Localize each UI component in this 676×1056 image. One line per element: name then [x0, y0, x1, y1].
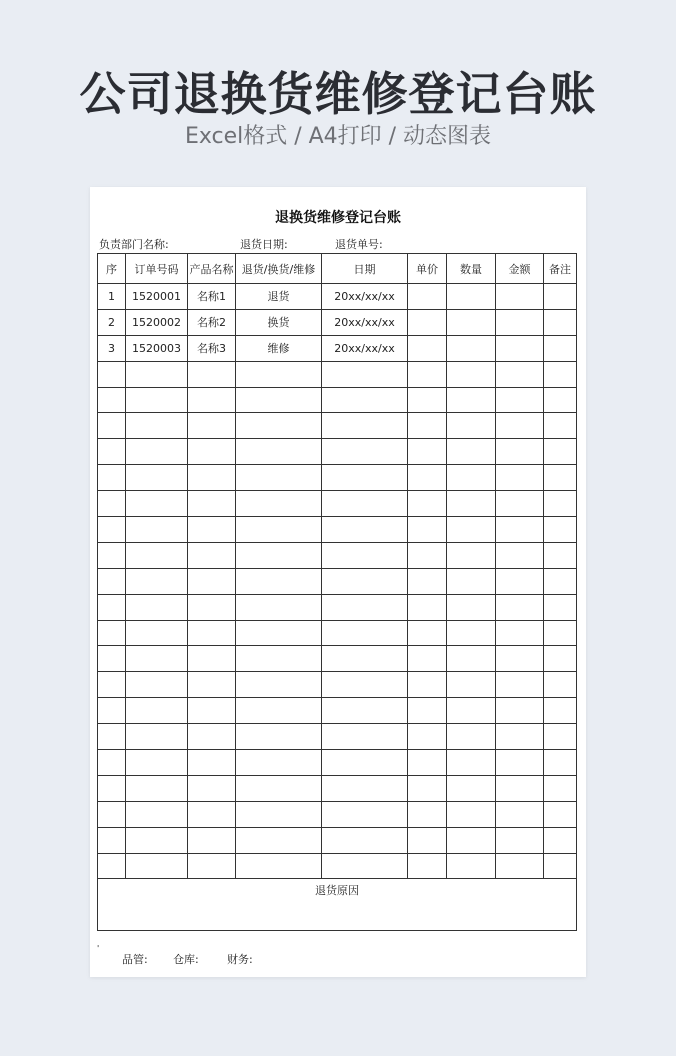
empty-cell[interactable]	[236, 542, 322, 568]
empty-cell[interactable]	[322, 646, 408, 672]
empty-cell[interactable]	[408, 724, 447, 750]
cell-type[interactable]: 退货	[236, 284, 322, 310]
empty-cell[interactable]	[447, 542, 496, 568]
cell-type[interactable]: 换货	[236, 309, 322, 335]
empty-cell[interactable]	[98, 750, 126, 776]
empty-cell[interactable]	[322, 750, 408, 776]
empty-cell[interactable]	[126, 853, 188, 879]
empty-table-row	[98, 542, 577, 568]
empty-cell[interactable]	[126, 775, 188, 801]
cell-unit-price[interactable]	[408, 335, 447, 361]
empty-table-row	[98, 698, 577, 724]
empty-cell[interactable]	[322, 387, 408, 413]
ledger-table	[97, 253, 577, 931]
empty-cell[interactable]	[408, 361, 447, 387]
empty-cell[interactable]	[322, 801, 408, 827]
empty-cell[interactable]	[188, 491, 236, 517]
empty-cell[interactable]	[188, 465, 236, 491]
empty-cell[interactable]	[188, 620, 236, 646]
empty-table-row	[98, 594, 577, 620]
table-header-row	[98, 254, 577, 284]
cell-order-no[interactable]: 1520002	[126, 309, 188, 335]
footer-mark: '	[97, 944, 100, 953]
cell-date[interactable]: 20xx/xx/xx	[322, 309, 408, 335]
empty-cell[interactable]	[126, 387, 188, 413]
empty-cell[interactable]	[98, 853, 126, 879]
empty-cell[interactable]	[447, 646, 496, 672]
empty-cell[interactable]	[188, 387, 236, 413]
empty-cell[interactable]	[126, 439, 188, 465]
cell-date[interactable]: 20xx/xx/xx	[322, 284, 408, 310]
empty-cell[interactable]	[322, 542, 408, 568]
empty-cell[interactable]	[98, 775, 126, 801]
empty-cell[interactable]	[408, 491, 447, 517]
empty-cell[interactable]	[126, 724, 188, 750]
empty-cell[interactable]	[126, 465, 188, 491]
empty-cell[interactable]	[544, 387, 577, 413]
empty-cell[interactable]	[236, 775, 322, 801]
cell-product-name[interactable]: 名称1	[188, 284, 236, 310]
empty-cell[interactable]	[408, 827, 447, 853]
cell-quantity[interactable]	[447, 335, 496, 361]
empty-cell[interactable]	[236, 620, 322, 646]
empty-cell[interactable]	[126, 827, 188, 853]
empty-cell[interactable]	[408, 646, 447, 672]
empty-cell[interactable]	[447, 594, 496, 620]
empty-cell[interactable]	[236, 646, 322, 672]
empty-cell[interactable]	[447, 827, 496, 853]
empty-cell[interactable]	[322, 361, 408, 387]
empty-cell[interactable]	[188, 517, 236, 543]
cell-remark[interactable]	[544, 309, 577, 335]
empty-cell[interactable]	[236, 439, 322, 465]
empty-cell[interactable]	[188, 672, 236, 698]
return-number-label: 退货单号:	[335, 238, 383, 251]
empty-cell[interactable]	[447, 387, 496, 413]
empty-cell[interactable]	[496, 542, 544, 568]
empty-cell[interactable]	[408, 439, 447, 465]
empty-cell[interactable]	[544, 646, 577, 672]
warehouse-signature-label: 仓库:	[173, 953, 199, 966]
return-date-label: 退货日期:	[240, 238, 288, 251]
empty-cell[interactable]	[447, 801, 496, 827]
empty-cell[interactable]	[496, 698, 544, 724]
empty-cell[interactable]	[496, 775, 544, 801]
empty-cell[interactable]	[98, 361, 126, 387]
page-title: 公司退换货维修登记台账	[79, 67, 597, 121]
empty-cell[interactable]	[408, 672, 447, 698]
cell-amount[interactable]	[496, 309, 544, 335]
empty-cell[interactable]	[126, 517, 188, 543]
empty-cell[interactable]	[236, 517, 322, 543]
empty-table-row	[98, 517, 577, 543]
empty-cell[interactable]	[188, 750, 236, 776]
column-header-amount: 金额	[496, 254, 544, 284]
empty-cell[interactable]	[408, 387, 447, 413]
column-header-order-no: 订单号码	[126, 254, 188, 284]
cell-amount[interactable]	[496, 284, 544, 310]
empty-cell[interactable]	[236, 672, 322, 698]
quality-signature-label: 品管:	[122, 953, 148, 966]
empty-cell[interactable]	[98, 646, 126, 672]
empty-cell[interactable]	[544, 775, 577, 801]
empty-cell[interactable]	[322, 491, 408, 517]
empty-cell[interactable]	[236, 853, 322, 879]
empty-cell[interactable]	[496, 568, 544, 594]
empty-cell[interactable]	[496, 517, 544, 543]
empty-cell[interactable]	[544, 439, 577, 465]
empty-cell[interactable]	[236, 465, 322, 491]
empty-cell[interactable]	[188, 413, 236, 439]
empty-cell[interactable]	[98, 387, 126, 413]
cell-seq[interactable]: 3	[98, 335, 126, 361]
column-header-date: 日期	[322, 254, 408, 284]
empty-cell[interactable]	[496, 801, 544, 827]
empty-cell[interactable]	[544, 361, 577, 387]
empty-table-row	[98, 672, 577, 698]
empty-cell[interactable]	[447, 361, 496, 387]
empty-cell[interactable]	[447, 439, 496, 465]
empty-cell[interactable]	[408, 517, 447, 543]
empty-cell[interactable]	[408, 853, 447, 879]
empty-cell[interactable]	[188, 698, 236, 724]
empty-cell[interactable]	[188, 568, 236, 594]
empty-table-row	[98, 387, 577, 413]
table-row	[98, 284, 577, 310]
empty-cell[interactable]	[98, 542, 126, 568]
empty-cell[interactable]	[544, 413, 577, 439]
empty-cell[interactable]	[408, 465, 447, 491]
empty-table-row	[98, 724, 577, 750]
table-row	[98, 309, 577, 335]
column-header-quantity: 数量	[447, 254, 496, 284]
empty-cell[interactable]	[236, 698, 322, 724]
empty-cell[interactable]	[544, 827, 577, 853]
empty-cell[interactable]	[496, 491, 544, 517]
column-header-remark: 备注	[544, 254, 577, 284]
empty-cell[interactable]	[98, 801, 126, 827]
table-row	[98, 335, 577, 361]
empty-cell[interactable]	[408, 542, 447, 568]
empty-cell[interactable]	[322, 672, 408, 698]
empty-cell[interactable]	[188, 361, 236, 387]
empty-cell[interactable]	[98, 465, 126, 491]
empty-table-row	[98, 646, 577, 672]
cell-product-name[interactable]: 名称2	[188, 309, 236, 335]
empty-cell[interactable]	[408, 568, 447, 594]
empty-cell[interactable]	[322, 413, 408, 439]
empty-cell[interactable]	[496, 439, 544, 465]
empty-cell[interactable]	[447, 465, 496, 491]
empty-cell[interactable]	[126, 750, 188, 776]
cell-quantity[interactable]	[447, 309, 496, 335]
cell-quantity[interactable]	[447, 284, 496, 310]
empty-cell[interactable]	[188, 853, 236, 879]
empty-cell[interactable]	[126, 568, 188, 594]
empty-table-row	[98, 775, 577, 801]
empty-cell[interactable]	[496, 853, 544, 879]
finance-signature-label: 财务:	[227, 953, 253, 966]
reason-row	[98, 879, 577, 931]
cell-product-name[interactable]: 名称3	[188, 335, 236, 361]
empty-cell[interactable]	[236, 827, 322, 853]
column-header-seq: 序	[98, 254, 126, 284]
cell-amount[interactable]	[496, 335, 544, 361]
empty-cell[interactable]	[544, 568, 577, 594]
empty-cell[interactable]	[447, 775, 496, 801]
empty-cell[interactable]	[126, 698, 188, 724]
department-label: 负责部门名称:	[99, 238, 169, 251]
empty-cell[interactable]	[544, 672, 577, 698]
empty-table-row	[98, 465, 577, 491]
empty-cell[interactable]	[408, 801, 447, 827]
empty-table-row	[98, 853, 577, 879]
empty-cell[interactable]	[98, 439, 126, 465]
empty-cell[interactable]	[126, 594, 188, 620]
empty-cell[interactable]	[496, 413, 544, 439]
empty-cell[interactable]	[236, 361, 322, 387]
cell-order-no[interactable]: 1520003	[126, 335, 188, 361]
empty-cell[interactable]	[322, 853, 408, 879]
empty-cell[interactable]	[188, 594, 236, 620]
empty-cell[interactable]	[188, 775, 236, 801]
cell-date[interactable]: 20xx/xx/xx	[322, 335, 408, 361]
empty-cell[interactable]	[98, 413, 126, 439]
cell-type[interactable]: 维修	[236, 335, 322, 361]
empty-cell[interactable]	[447, 413, 496, 439]
empty-cell[interactable]	[236, 491, 322, 517]
empty-table-row	[98, 413, 577, 439]
empty-cell[interactable]	[544, 724, 577, 750]
empty-cell[interactable]	[544, 801, 577, 827]
empty-cell[interactable]	[496, 750, 544, 776]
empty-cell[interactable]	[496, 387, 544, 413]
empty-cell[interactable]	[322, 698, 408, 724]
empty-cell[interactable]	[447, 568, 496, 594]
empty-table-row	[98, 439, 577, 465]
empty-cell[interactable]	[322, 439, 408, 465]
empty-cell[interactable]	[408, 413, 447, 439]
empty-cell[interactable]	[322, 568, 408, 594]
empty-cell[interactable]	[496, 465, 544, 491]
empty-cell[interactable]	[322, 465, 408, 491]
empty-cell[interactable]	[98, 491, 126, 517]
empty-cell[interactable]	[322, 724, 408, 750]
empty-cell[interactable]	[188, 542, 236, 568]
empty-cell[interactable]	[188, 724, 236, 750]
empty-cell[interactable]	[236, 724, 322, 750]
empty-cell[interactable]	[322, 775, 408, 801]
empty-cell[interactable]	[447, 750, 496, 776]
empty-cell[interactable]	[236, 750, 322, 776]
empty-cell[interactable]	[126, 361, 188, 387]
empty-cell[interactable]	[322, 517, 408, 543]
column-header-unit-price: 单价	[408, 254, 447, 284]
empty-cell[interactable]	[126, 620, 188, 646]
empty-cell[interactable]	[496, 361, 544, 387]
cell-seq[interactable]: 2	[98, 309, 126, 335]
empty-cell[interactable]	[126, 672, 188, 698]
empty-cell[interactable]	[126, 542, 188, 568]
empty-table-row	[98, 827, 577, 853]
empty-cell[interactable]	[544, 491, 577, 517]
empty-cell[interactable]	[544, 465, 577, 491]
empty-cell[interactable]	[236, 387, 322, 413]
page-subtitle: Excel格式 / A4打印 / 动态图表	[184, 124, 492, 149]
empty-cell[interactable]	[126, 646, 188, 672]
empty-cell[interactable]	[188, 646, 236, 672]
empty-cell[interactable]	[322, 594, 408, 620]
empty-cell[interactable]	[447, 853, 496, 879]
empty-cell[interactable]	[447, 698, 496, 724]
empty-cell[interactable]	[408, 775, 447, 801]
empty-table-row	[98, 750, 577, 776]
cell-seq[interactable]: 1	[98, 284, 126, 310]
empty-cell[interactable]	[408, 750, 447, 776]
empty-cell[interactable]	[447, 672, 496, 698]
empty-cell[interactable]	[447, 724, 496, 750]
column-header-type: 退货/换货/维修	[236, 254, 322, 284]
empty-cell[interactable]	[126, 413, 188, 439]
empty-cell[interactable]	[98, 620, 126, 646]
empty-cell[interactable]	[408, 698, 447, 724]
empty-cell[interactable]	[188, 439, 236, 465]
empty-cell[interactable]	[544, 594, 577, 620]
empty-cell[interactable]	[447, 620, 496, 646]
empty-cell[interactable]	[496, 827, 544, 853]
empty-cell[interactable]	[236, 801, 322, 827]
empty-cell[interactable]	[98, 594, 126, 620]
empty-cell[interactable]	[188, 801, 236, 827]
cell-order-no[interactable]: 1520001	[126, 284, 188, 310]
empty-table-row	[98, 620, 577, 646]
empty-cell[interactable]	[322, 620, 408, 646]
empty-cell[interactable]	[98, 827, 126, 853]
empty-cell[interactable]	[98, 698, 126, 724]
empty-cell[interactable]	[236, 568, 322, 594]
empty-cell[interactable]	[98, 517, 126, 543]
empty-cell[interactable]	[544, 517, 577, 543]
cell-remark[interactable]	[544, 335, 577, 361]
empty-cell[interactable]	[126, 491, 188, 517]
empty-cell[interactable]	[447, 491, 496, 517]
empty-cell[interactable]	[408, 620, 447, 646]
empty-table-row	[98, 361, 577, 387]
empty-table-row	[98, 801, 577, 827]
ledger-sheet	[90, 187, 586, 977]
return-reason-cell[interactable]: 退货原因	[98, 879, 577, 931]
empty-cell[interactable]	[544, 853, 577, 879]
empty-cell[interactable]	[496, 724, 544, 750]
empty-cell[interactable]	[322, 827, 408, 853]
empty-table-row	[98, 568, 577, 594]
empty-cell[interactable]	[188, 827, 236, 853]
empty-cell[interactable]	[236, 594, 322, 620]
empty-cell[interactable]	[496, 646, 544, 672]
empty-cell[interactable]	[98, 568, 126, 594]
empty-cell[interactable]	[496, 620, 544, 646]
empty-cell[interactable]	[236, 413, 322, 439]
empty-cell[interactable]	[98, 724, 126, 750]
cell-remark[interactable]	[544, 284, 577, 310]
sheet-title: 退换货维修登记台账	[275, 210, 401, 226]
empty-cell[interactable]	[544, 698, 577, 724]
empty-table-row	[98, 491, 577, 517]
empty-cell[interactable]	[496, 672, 544, 698]
empty-cell[interactable]	[447, 517, 496, 543]
empty-cell[interactable]	[408, 594, 447, 620]
empty-cell[interactable]	[126, 801, 188, 827]
empty-cell[interactable]	[544, 542, 577, 568]
empty-cell[interactable]	[98, 672, 126, 698]
empty-cell[interactable]	[496, 594, 544, 620]
cell-unit-price[interactable]	[408, 284, 447, 310]
empty-cell[interactable]	[544, 750, 577, 776]
column-header-product-name: 产品名称	[188, 254, 236, 284]
empty-cell[interactable]	[544, 620, 577, 646]
cell-unit-price[interactable]	[408, 309, 447, 335]
